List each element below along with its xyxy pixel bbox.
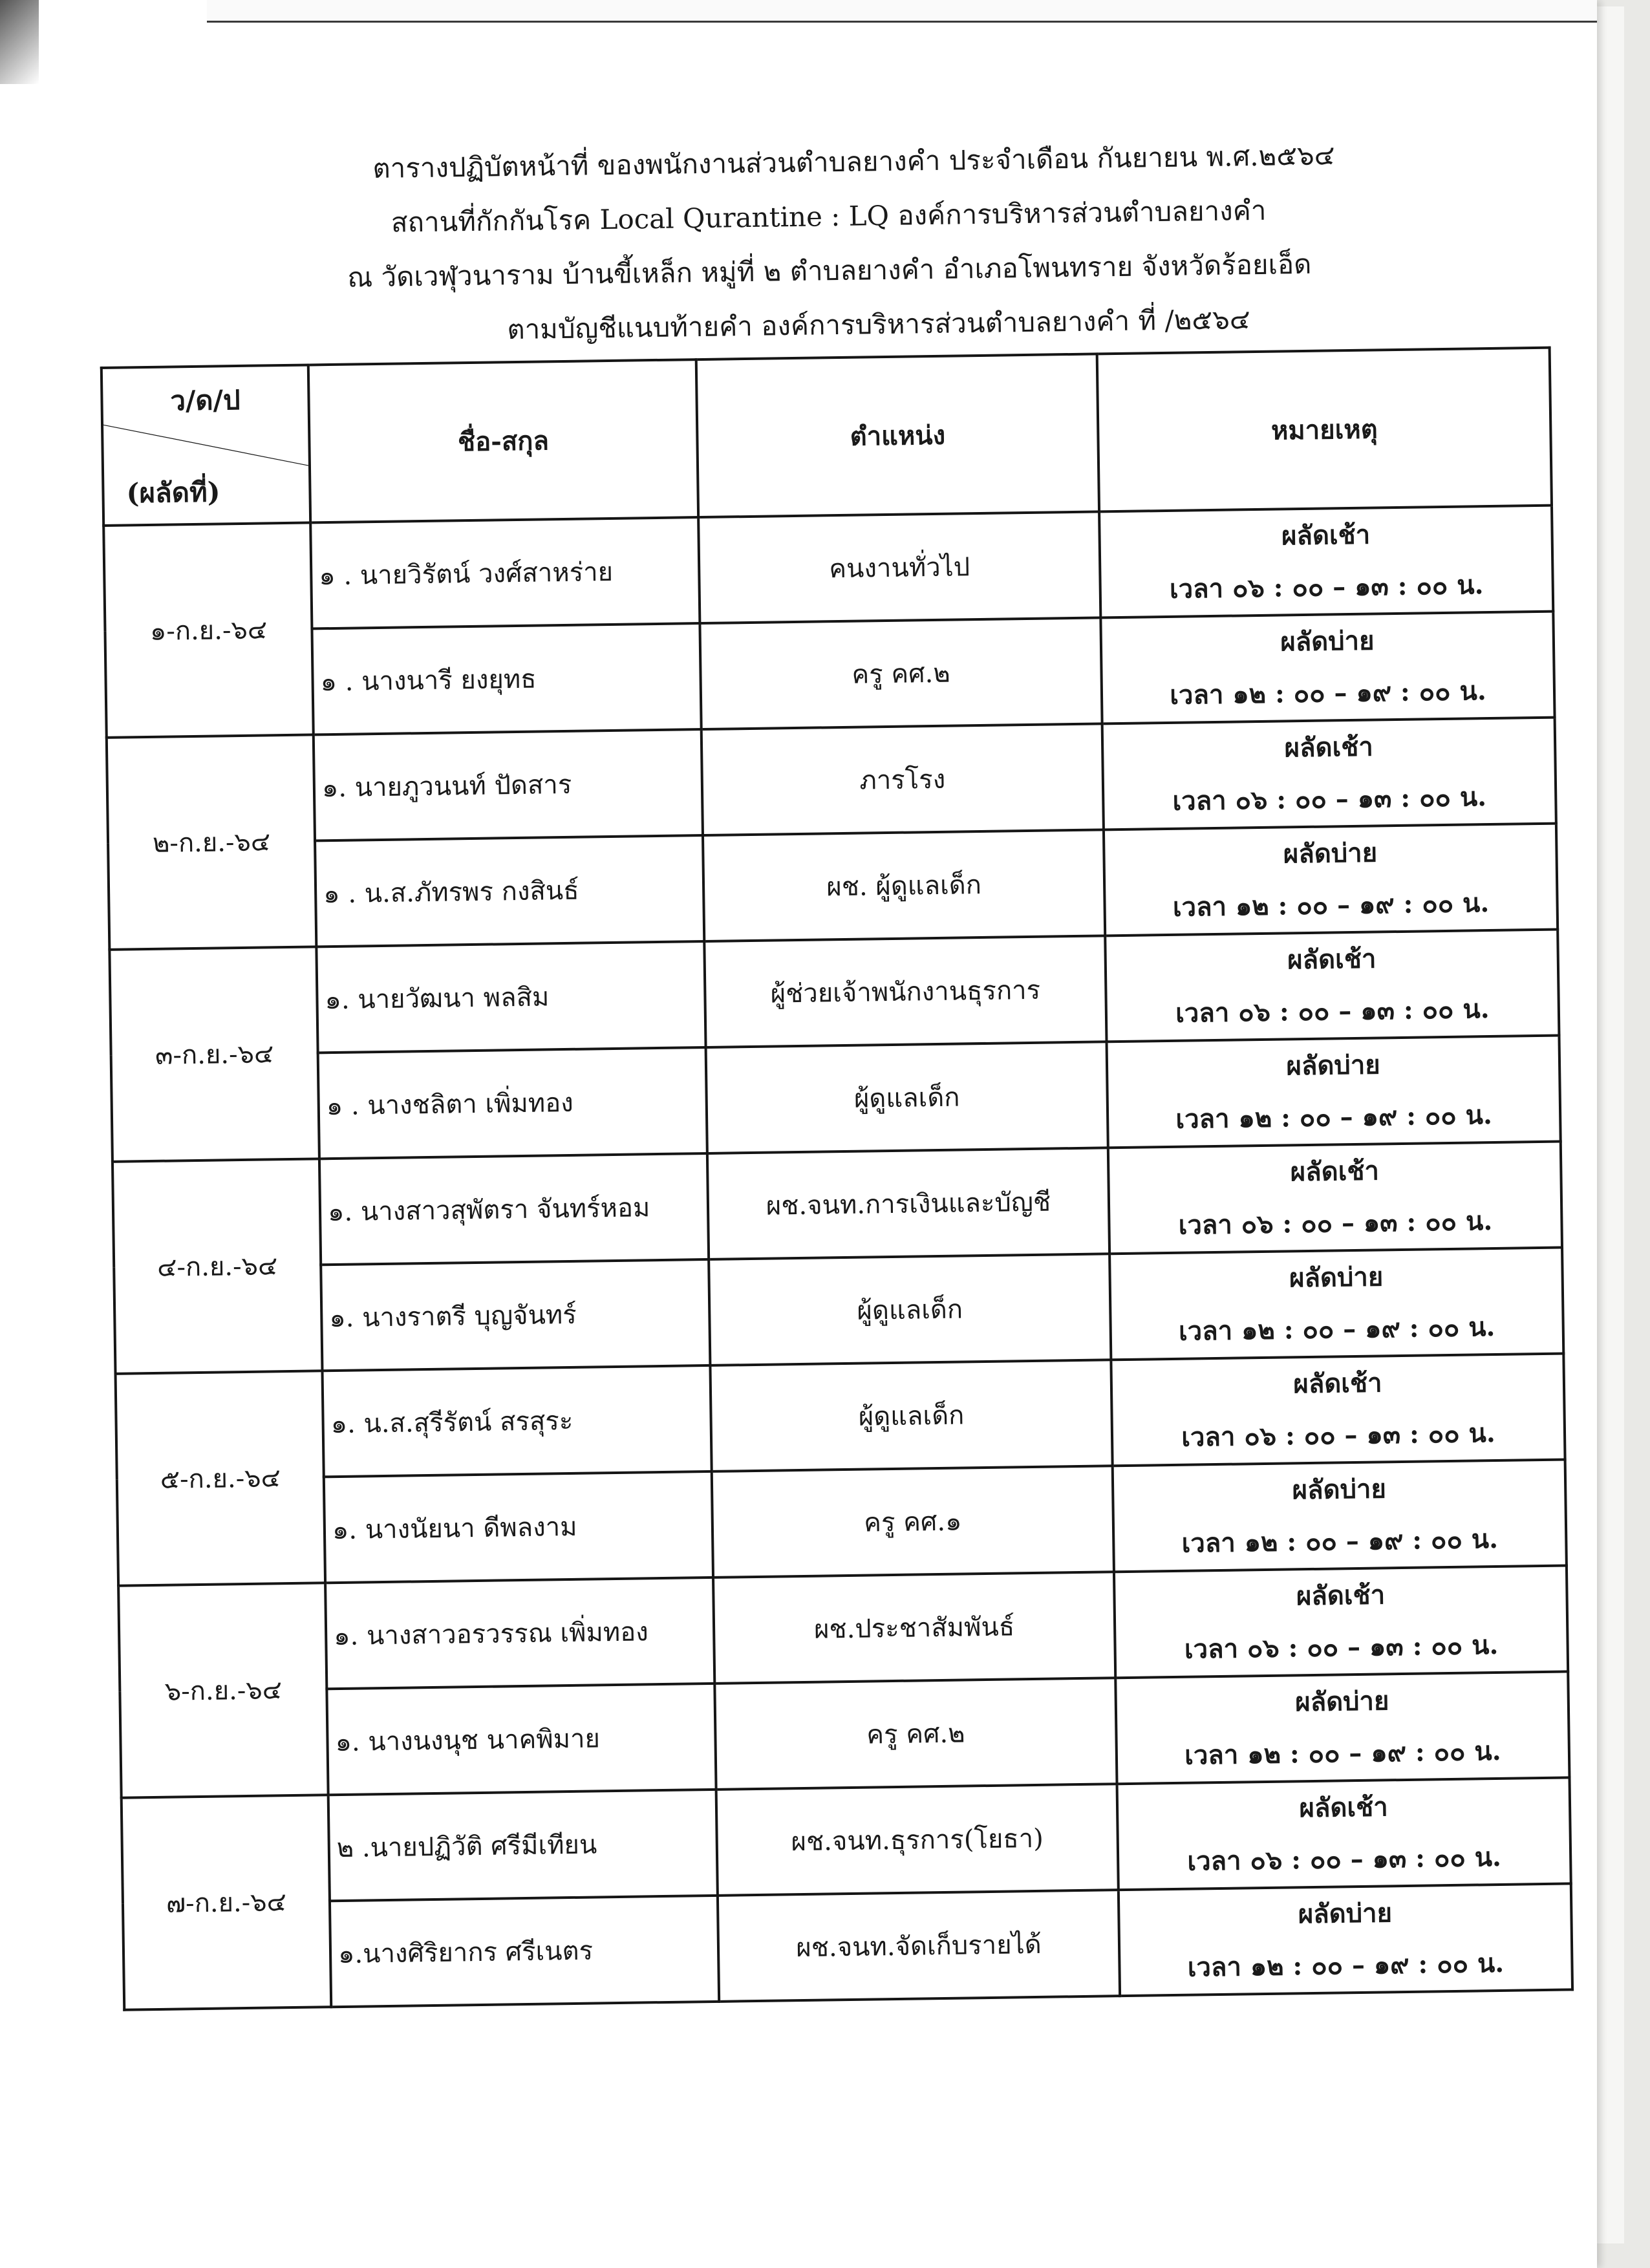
table-row [112,1142,1562,1268]
shift-time: เวลา ๐๖ : ๐๐ – ๑๓ : ๐๐ น. [1178,1206,1493,1241]
table-row [109,930,1559,1056]
heading-line-4: ตามบัญชีแนบท้ายคำ องค์การบริหารส่วนตำบลยางคำ ที่ /๒๕๖๔ [507,303,1250,346]
page-corner-shadow [0,0,39,84]
note-cell [1115,1671,1569,1784]
shift-label: ผลัดบ่าย [1283,837,1378,870]
position-cell: ครู คศ.๒ [700,617,1102,729]
name-cell: ๑. นางนงนุช นาคพิมาย [327,1684,716,1795]
name-cell: ๑ . นางชลิตา เพิ่มทอง [318,1047,707,1159]
position-cell: ภารโรง [702,723,1104,835]
note-cell [1104,824,1558,936]
table-row [117,1459,1567,1585]
note-cell [1105,930,1559,1042]
heading-line-2: สถานที่กักกันโรค Local Qurantine : LQ องค์การบริหารส่วนตำบลยางคำ [391,194,1267,239]
shift-label: ผลัดบ่าย [1298,1898,1393,1930]
name-cell: ๑.นางศิริยากร ศรีเนตร [330,1896,719,2007]
name-cell: ๑. นายวัฒนา พลสิม [316,941,705,1053]
table-row [122,1777,1571,1903]
position-cell: ผู้ดูแลเด็ก [710,1360,1112,1471]
shift-time: เวลา ๐๖ : ๐๐ – ๑๓ : ๐๐ น. [1184,1629,1499,1665]
shift-time: เวลา ๑๒ : ๐๐ – ๑๙ : ๐๐ น. [1175,1100,1493,1135]
name-cell: ๑ . นายวิรัตน์ วงศ์สาหร่าย [310,517,700,628]
position-cell: ผช.ประชาสัมพันธ์ [713,1572,1115,1684]
shift-label: ผลัดบ่าย [1294,1685,1389,1718]
note-cell [1114,1565,1568,1678]
position-cell: คนงานทั่วไป [698,511,1100,623]
name-cell: ๑. นายภูวนนท์ ปัดสาร [314,729,703,840]
date-cell: ๒-ก.ย.-๖๔ [107,734,317,949]
shift-time: เวลา ๐๖ : ๐๐ – ๑๓ : ๐๐ น. [1187,1841,1502,1877]
shift-label: ผลัดเช้า [1287,943,1377,976]
shift-time: เวลา ๑๒ : ๐๐ – ๑๙ : ๐๐ น. [1184,1735,1501,1771]
note-cell [1102,718,1556,830]
shift-label: ผลัดเช้า [1284,731,1374,764]
table-row [108,824,1558,950]
note-cell [1100,612,1554,724]
position-cell: ผู้ดูแลเด็ก [706,1042,1108,1153]
position-cell: ครู คศ.๑ [712,1466,1114,1578]
table-row [114,1248,1563,1374]
date-cell: ๔-ก.ย.-๖๔ [112,1159,323,1373]
table-row [105,612,1554,738]
name-cell: ๑. น.ส.สุรีรัตน์ สรสุระ [322,1365,711,1477]
note-cell [1099,506,1553,618]
position-cell: ผู้ดูแลเด็ก [709,1254,1111,1365]
table-row [123,1883,1572,2009]
table-header-row [102,348,1552,526]
shift-time: เวลา ๐๖ : ๐๐ – ๑๓ : ๐๐ น. [1169,570,1484,604]
table-row [103,506,1553,632]
shift-label: ผลัดเช้า [1281,519,1371,551]
shift-time: เวลา ๑๒ : ๐๐ – ๑๙ : ๐๐ น. [1172,888,1490,923]
note-cell [1119,1883,1572,1996]
position-cell: ผู้ช่วยเจ้าพนักงานธุรการ [704,936,1106,1047]
shift-label: ผลัดเช้า [1292,1367,1382,1400]
header-position: ตำแหน่ง [696,354,1099,517]
header-date-shift [102,365,310,525]
note-cell [1109,1248,1563,1360]
table-row [116,1354,1565,1480]
header-note: หมายเหตุ [1097,348,1552,512]
position-cell: ผช.จนท.จัดเก็บรายได้ [718,1890,1120,2002]
heading-line-3: ณ วัดเวฬุวนาราม บ้านขี้เหล็ก หมู่ที่ ๒ ตำบลยางคำ อำเภอโพนทราย จังหวัดร้อยเอ็ด [347,248,1312,294]
shift-label: ผลัดเช้า [1290,1155,1380,1188]
duty-schedule-table [100,347,1574,2011]
shift-time: เวลา ๑๒ : ๐๐ – ๑๙ : ๐๐ น. [1187,1947,1505,1983]
shift-label: ผลัดบ่าย [1286,1049,1380,1082]
name-cell: ๑. นางสาวอรวรรณ เพิ่มทอง [325,1578,714,1689]
header-name: ชื่อ-สกุล [308,359,698,522]
shift-label: ผลัดเช้า [1296,1579,1386,1612]
name-cell: ๑. นางราตรี บุญจันทร์ [321,1259,710,1371]
table-row [118,1565,1568,1691]
header-date-label: ว/ด/ป [170,383,241,417]
note-cell [1107,1036,1561,1148]
name-cell: ๑. นางนัยนา ดีพลงาม [324,1471,713,1583]
note-cell [1111,1354,1565,1466]
date-cell: ๓-ก.ย.-๖๔ [109,947,319,1161]
position-cell: ผช.จนท.ธุรการ(โยธา) [716,1784,1119,1896]
heading-line-1: ตารางปฏิบัตหน้าที่ ของพนักงานส่วนตำบลยางคำ ประจำเดือน กันยายน พ.ศ.๒๕๖๔ [372,139,1335,185]
name-cell: ๒ .นายปฏิวัติ ศรีมีเทียน [328,1790,718,1901]
header-shift-label: (ผลัดที่) [126,476,220,509]
shift-time: เวลา ๑๒ : ๐๐ – ๑๙ : ๐๐ น. [1178,1311,1495,1347]
document-content [97,125,1584,2011]
name-cell: ๑ . น.ส.ภัทรพร กงสินธ์ [315,835,704,947]
date-cell: ๑-ก.ย.-๖๔ [103,522,314,737]
shift-label: ผลัดบ่าย [1280,625,1375,658]
table-row [111,1036,1561,1162]
position-cell: ครู คศ.๒ [714,1678,1117,1790]
shift-time: เวลา ๑๒ : ๐๐ – ๑๙ : ๐๐ น. [1181,1523,1499,1559]
shift-time: เวลา ๑๒ : ๐๐ – ๑๙ : ๐๐ น. [1169,676,1487,711]
folded-top-edge [207,0,1597,23]
shift-time: เวลา ๐๖ : ๐๐ – ๑๓ : ๐๐ น. [1175,994,1490,1029]
shift-label: ผลัดบ่าย [1292,1473,1387,1506]
table-body [103,506,1572,2010]
position-cell: ผช. ผู้ดูแลเด็ก [703,829,1105,941]
date-cell: ๕-ก.ย.-๖๔ [116,1371,326,1585]
note-cell [1113,1459,1567,1572]
date-cell: ๗-ก.ย.-๖๔ [122,1795,332,2009]
shift-time: เวลา ๐๖ : ๐๐ – ๑๓ : ๐๐ น. [1181,1417,1496,1453]
name-cell: ๑ . นางนารี ยงยุทธ [312,623,701,734]
shift-label: ผลัดเช้า [1299,1792,1389,1824]
position-cell: ผช.จนท.การเงินและบัญชี [707,1148,1109,1259]
note-cell [1117,1777,1571,1890]
note-cell [1108,1142,1562,1254]
document-heading [97,125,1561,363]
shift-label: ผลัดบ่าย [1289,1261,1384,1294]
table-row [107,718,1556,844]
table-row [120,1671,1569,1797]
date-cell: ๖-ก.ย.-๖๔ [118,1583,328,1797]
shift-time: เวลา ๐๖ : ๐๐ – ๑๓ : ๐๐ น. [1172,782,1487,817]
name-cell: ๑. นางสาวสุพัตรา จันทร์หอม [319,1153,709,1265]
